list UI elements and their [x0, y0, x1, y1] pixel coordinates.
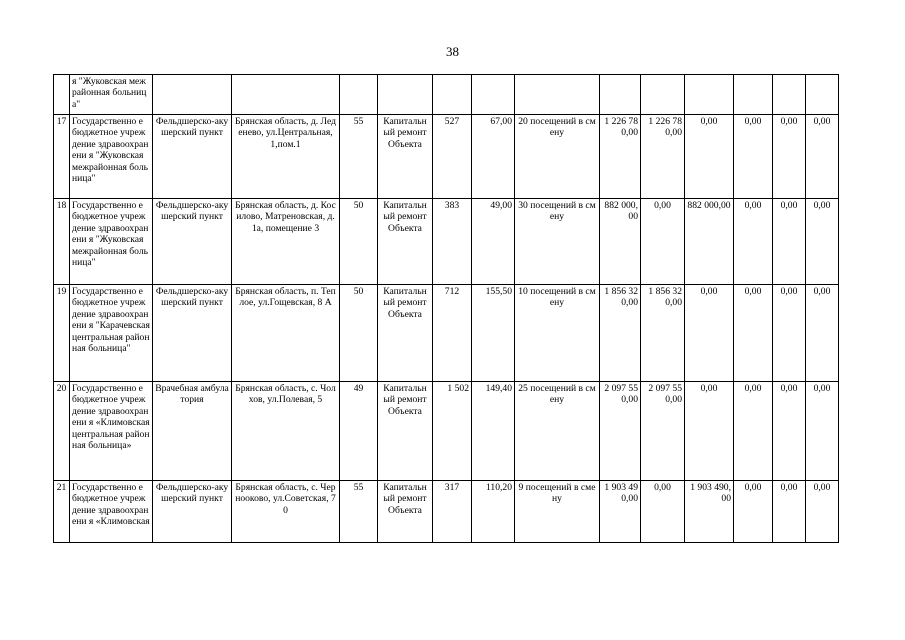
cell-name: я "Жуковская межрайонная больница": [70, 75, 153, 115]
cell-c13: 0,00: [734, 115, 773, 199]
cell-c14: 0,00: [773, 481, 806, 543]
cell-c5: 55: [340, 115, 378, 199]
cell-type: Врачебная амбулатория: [153, 382, 232, 481]
cell-c13: 0,00: [734, 382, 773, 481]
cell-c11: 0,00: [641, 481, 685, 543]
cell-c10: 2 097 550,00: [600, 382, 641, 481]
cell-capacity: 10 посещений в смену: [515, 285, 600, 382]
cell-address: Брянская область, д. Леденево, ул.Центральная, 1,пом.1: [232, 115, 340, 199]
cell-capacity: 20 посещений в смену: [515, 115, 600, 199]
cell-num: 17: [54, 115, 70, 199]
cell-c15: 0,00: [806, 285, 839, 382]
cell-capacity: 25 посещений в смену: [515, 382, 600, 481]
cell-c10: 1 226 780,00: [600, 115, 641, 199]
cell-c14: 0,00: [773, 285, 806, 382]
table-row: [54, 199, 839, 285]
cell-work: Капитальн ый ремонт Объекта: [378, 285, 433, 382]
cell-address: Брянская область, д. Косилово, Матреновская, д.1а, помещение 3: [232, 199, 340, 285]
table-row: [54, 481, 839, 543]
cell-c12: 0,00: [685, 115, 734, 199]
cell-c15: 0,00: [806, 481, 839, 543]
cell-work: Капитальн ый ремонт Объекта: [378, 199, 433, 285]
cell-c5: 50: [340, 285, 378, 382]
cell-c15: 0,00: [806, 199, 839, 285]
page-number: 38: [446, 44, 459, 59]
cell-c12: 882 000,00: [685, 199, 734, 285]
cell-name: Государственно е бюджетное учреждение здравоохранени я «Климовская центральная районная больница»: [70, 382, 153, 481]
table-row: [54, 382, 839, 481]
cell-name: Государственно е бюджетное учреждение здравоохранени я "Жуковская межрайонная больница": [70, 199, 153, 285]
cell-c12: 0,00: [685, 285, 734, 382]
cell-c5: 49: [340, 382, 378, 481]
cell-address: Брянская область, с. Чернооково, ул.Советская, 70: [232, 481, 340, 543]
table-row-continuation: [54, 75, 839, 115]
cell-num: 19: [54, 285, 70, 382]
cell-c12: 1 903 490,00: [685, 481, 734, 543]
cell-num: 20: [54, 382, 70, 481]
cell-type: Фельдшерско-акушерский пункт: [153, 115, 232, 199]
cell-c14: 0,00: [773, 115, 806, 199]
cell-name: Государственно е бюджетное учреждение здравоохранени я «Климовская: [70, 481, 153, 543]
cell-c15: 0,00: [806, 382, 839, 481]
cell-c7: 712: [433, 285, 472, 382]
cell-num: 18: [54, 199, 70, 285]
cell-c12: 0,00: [685, 382, 734, 481]
cell-c7: 1 502: [433, 382, 472, 481]
cell-c15: 0,00: [806, 115, 839, 199]
cell-c8: 149,40: [472, 382, 515, 481]
cell-c11: 2 097 550,00: [641, 382, 685, 481]
cell-c14: 0,00: [773, 382, 806, 481]
cell-c14: 0,00: [773, 199, 806, 285]
cell-c8: 110,20: [472, 481, 515, 543]
cell-c5: 55: [340, 481, 378, 543]
cell-work: Капитальн ый ремонт Объекта: [378, 115, 433, 199]
cell-c7: 317: [433, 481, 472, 543]
cell-c10: 882 000,00: [600, 199, 641, 285]
cell-address: Брянская область, п. Теплое, ул.Гощевская, 8 А: [232, 285, 340, 382]
cell-c7: 383: [433, 199, 472, 285]
cell-c8: 49,00: [472, 199, 515, 285]
cell-capacity: 30 посещений в смену: [515, 199, 600, 285]
cell-c10: 1 856 320,00: [600, 285, 641, 382]
cell-c5: 50: [340, 199, 378, 285]
cell-c13: 0,00: [734, 199, 773, 285]
cell-type: Фельдшерско-акушерский пункт: [153, 481, 232, 543]
table-row: [54, 115, 839, 199]
cell-c8: 67,00: [472, 115, 515, 199]
cell-c10: 1 903 490,00: [600, 481, 641, 543]
cell-address: Брянская область, с. Чолхов, ул.Полевая, 5: [232, 382, 340, 481]
cell-type: Фельдшерско-акушерский пункт: [153, 199, 232, 285]
cell-c8: 155,50: [472, 285, 515, 382]
cell-work: Капитальн ый ремонт Объекта: [378, 382, 433, 481]
table-row: [54, 285, 839, 382]
objects-table: [53, 74, 839, 543]
cell-c13: 0,00: [734, 285, 773, 382]
cell-c11: 0,00: [641, 199, 685, 285]
cell-work: Капитальн ый ремонт Объекта: [378, 481, 433, 543]
cell-name: Государственно е бюджетное учреждение здравоохранени я "Жуковская межрайонная больница": [70, 115, 153, 199]
cell-type: Фельдшерско-акушерский пункт: [153, 285, 232, 382]
cell-c11: 1 226 780,00: [641, 115, 685, 199]
cell-c13: 0,00: [734, 481, 773, 543]
cell-num: 21: [54, 481, 70, 543]
cell-capacity: 9 посещений в смену: [515, 481, 600, 543]
cell-c7: 527: [433, 115, 472, 199]
cell-name: Государственно е бюджетное учреждение здравоохранени я "Карачевская центральная районная больница": [70, 285, 153, 382]
cell-c11: 1 856 320,00: [641, 285, 685, 382]
